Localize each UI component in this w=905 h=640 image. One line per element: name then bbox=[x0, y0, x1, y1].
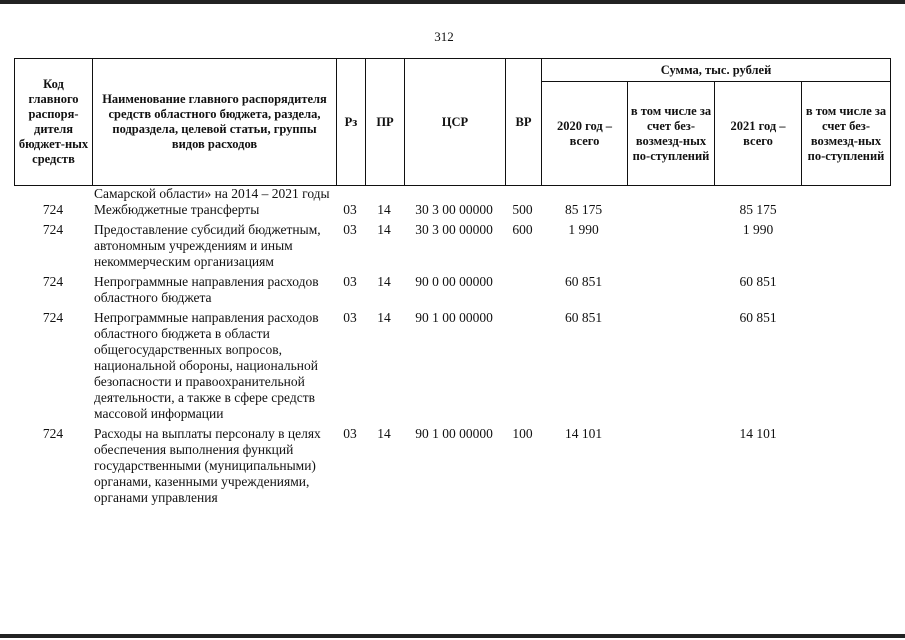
row-name: Непрограммные направления расходов областного бюджета в области общегосударственных вопросов, национальной обороны, национальной безопасности и правоохранительной деятельности, а также в сфере средств массовой информации bbox=[94, 310, 319, 421]
table-body bbox=[14, 186, 890, 506]
row-sum-2020: 60 851 bbox=[564, 310, 603, 325]
header-csr: ЦСР bbox=[405, 59, 506, 186]
row-rz: 03 bbox=[343, 310, 357, 325]
row-code: 724 bbox=[42, 310, 64, 325]
row-csr: 90 1 00 00000 bbox=[415, 426, 493, 441]
row-csr: 90 1 00 00000 bbox=[415, 310, 493, 325]
row-rz: 03 bbox=[343, 202, 357, 217]
header-2020-total: 2020 год – всего bbox=[542, 82, 628, 186]
row-name: Самарской области» на 2014 – 2021 годы bbox=[94, 186, 330, 201]
row-sum-2021: 1 990 bbox=[742, 222, 774, 237]
header-rz: Рз bbox=[337, 59, 366, 186]
row-sum-2021: 60 851 bbox=[739, 274, 777, 289]
row-sum-2020: 1 990 bbox=[568, 222, 599, 237]
row-pr: 14 bbox=[377, 202, 391, 217]
table-row bbox=[14, 202, 890, 218]
header-sum-title: Сумма, тыс. рублей bbox=[542, 59, 891, 82]
header-vr: ВР bbox=[506, 59, 542, 186]
table-row bbox=[14, 186, 890, 202]
row-csr: 30 3 00 00000 bbox=[415, 202, 493, 217]
row-vr: 600 bbox=[512, 222, 533, 237]
header-2021-total: 2021 год – всего bbox=[715, 82, 802, 186]
row-rz: 03 bbox=[343, 222, 357, 237]
row-vr: 500 bbox=[512, 202, 533, 217]
row-sum-2020: 60 851 bbox=[564, 274, 603, 289]
table-row bbox=[14, 222, 890, 270]
row-sum-2021: 85 175 bbox=[739, 202, 777, 217]
table-row bbox=[14, 426, 890, 506]
row-sum-2020: 85 175 bbox=[564, 202, 603, 217]
row-code: 724 bbox=[42, 202, 64, 217]
header-2021-grants: в том числе за счет без-возмезд-ных по-ступлений bbox=[802, 82, 891, 186]
row-pr: 14 bbox=[377, 426, 391, 441]
header-code: Код главного распоря-дителя бюджет-ных средств bbox=[15, 59, 93, 186]
row-code: 724 bbox=[42, 426, 64, 441]
row-name: Расходы на выплаты персоналу в целях обеспечения выполнения функций государственными (муниципальными) органами, казенными учреждениями, органами управления bbox=[94, 426, 321, 505]
table-header bbox=[14, 58, 891, 186]
row-pr: 14 bbox=[377, 310, 391, 325]
row-rz: 03 bbox=[343, 274, 357, 289]
row-code: 724 bbox=[42, 274, 64, 289]
row-name: Предоставление субсидий бюджетным, автономным учреждениям и иным некоммерческим организациям bbox=[94, 222, 321, 269]
row-sum-2020: 14 101 bbox=[564, 426, 603, 441]
row-rz: 03 bbox=[343, 426, 357, 441]
table-row bbox=[14, 310, 890, 422]
row-csr: 90 0 00 00000 bbox=[415, 274, 493, 289]
table-row bbox=[14, 274, 890, 306]
row-pr: 14 bbox=[377, 222, 391, 237]
header-name: Наименование главного распорядителя средств областного бюджета, раздела, подраздела, целевой статьи, группы видов расходов bbox=[93, 59, 337, 186]
row-name: Непрограммные направления расходов областного бюджета bbox=[94, 274, 319, 305]
row-csr: 30 3 00 00000 bbox=[415, 222, 493, 237]
top-border bbox=[0, 0, 905, 4]
row-name: Межбюджетные трансферты bbox=[94, 202, 260, 217]
row-code: 724 bbox=[42, 222, 64, 237]
row-vr: 100 bbox=[512, 426, 533, 441]
page-number: 312 bbox=[434, 29, 454, 44]
bottom-border bbox=[0, 634, 905, 638]
header-2020-grants: в том числе за счет без-возмезд-ных по-ступлений bbox=[628, 82, 715, 186]
row-sum-2021: 14 101 bbox=[739, 426, 777, 441]
header-pr: ПР bbox=[366, 59, 405, 186]
row-sum-2021: 60 851 bbox=[739, 310, 777, 325]
row-pr: 14 bbox=[377, 274, 391, 289]
